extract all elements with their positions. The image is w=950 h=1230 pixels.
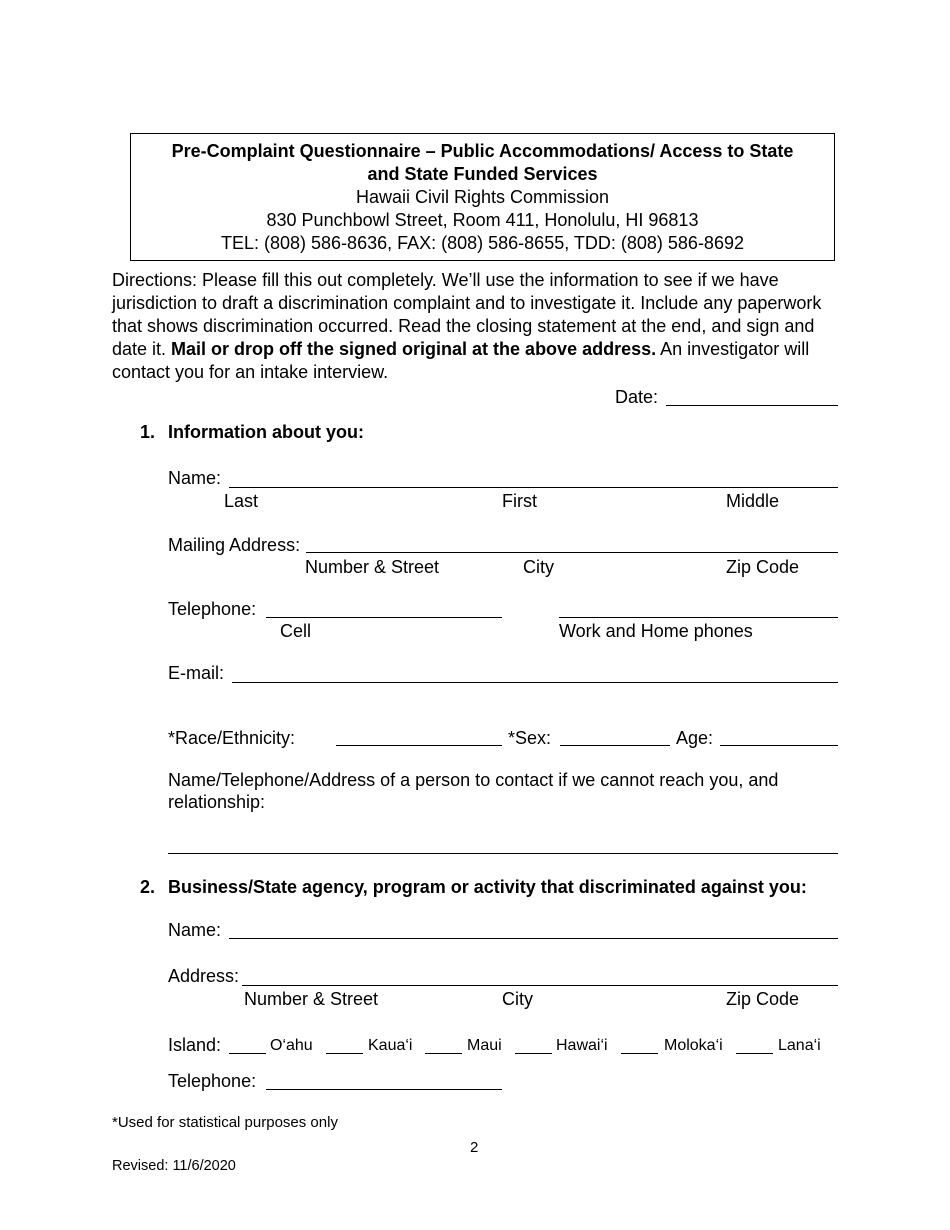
business-address-label: Address: [168, 966, 240, 986]
business-name-label: Name: [168, 920, 222, 940]
race-field[interactable] [336, 745, 502, 746]
island-blank-molokai[interactable] [621, 1053, 658, 1054]
email-field[interactable] [232, 682, 838, 683]
business-telephone-label: Telephone: [168, 1071, 257, 1091]
business-sub-zip: Zip Code [726, 989, 800, 1009]
race-label: *Race/Ethnicity: [168, 728, 296, 748]
mailing-address-field[interactable] [306, 552, 838, 553]
org-phones: TEL: (808) 586-8636, FAX: (808) 586-8655, TDD: (808) 586-8692 [221, 233, 744, 253]
contact-person-field[interactable] [168, 853, 838, 854]
island-blank-hawaii[interactable] [515, 1053, 552, 1054]
contact-person-label-2: relationship: [168, 792, 266, 812]
business-sub-street: Number & Street [244, 989, 379, 1009]
form-title-line2: and State Funded Services [367, 164, 598, 184]
telephone-sub-work: Work and Home phones [559, 621, 753, 641]
section2-title: Business/State agency, program or activity that discriminated against you: [168, 877, 807, 897]
mailing-sub-zip: Zip Code [726, 557, 800, 577]
island-blank-lanai[interactable] [736, 1053, 773, 1054]
telephone-sub-cell: Cell [280, 621, 312, 641]
directions-bold: Mail or drop off the signed original at the above address. [171, 339, 657, 359]
form-title-line1: Pre-Complaint Questionnaire – Public Accommodations/ Access to State [171, 141, 794, 161]
section1-number: 1. [140, 422, 156, 442]
mailing-sub-street: Number & Street [305, 557, 440, 577]
page-number: 2 [470, 1139, 479, 1156]
island-kauai: Kaua‘i [368, 1037, 413, 1054]
business-telephone-field[interactable] [266, 1089, 502, 1090]
name-sub-first: First [502, 491, 537, 511]
island-hawaii: Hawai‘i [556, 1037, 608, 1054]
telephone-label: Telephone: [168, 599, 257, 619]
footnote: *Used for statistical purposes only [112, 1114, 338, 1131]
age-field[interactable] [720, 745, 838, 746]
business-name-field[interactable] [229, 938, 838, 939]
island-lanai: Lana‘i [778, 1037, 821, 1054]
section1-title: Information about you: [168, 422, 364, 442]
date-label: Date: [615, 387, 659, 407]
directions [112, 269, 842, 384]
name-sub-middle: Middle [726, 491, 780, 511]
revised-date: Revised: 11/6/2020 [112, 1158, 236, 1174]
header-box [130, 133, 835, 261]
mailing-sub-city: City [523, 557, 554, 577]
org-address: 830 Punchbowl Street, Room 411, Honolulu, HI 96813 [266, 210, 699, 230]
business-sub-city: City [502, 989, 533, 1009]
island-molokai: Moloka‘i [664, 1037, 723, 1054]
name-sub-last: Last [224, 491, 259, 511]
directions-text: Directions: Please fill this out completely. We’ll use the information to see if we have jurisdiction to draft a discrimination complaint and to investigate it. Include any paperwork that shows discrimination occurred. Read the closing statement at the end, and sign and date it. [112, 270, 822, 359]
cell-phone-field[interactable] [266, 617, 502, 618]
date-field[interactable] [666, 405, 838, 406]
island-blank-oahu[interactable] [229, 1053, 266, 1054]
island-maui: Maui [467, 1037, 502, 1054]
name-field[interactable] [229, 487, 838, 488]
island-label: Island: [168, 1035, 222, 1055]
age-label: Age: [676, 728, 714, 748]
island-oahu: O‘ahu [270, 1037, 313, 1054]
contact-person-label: Name/Telephone/Address of a person to contact if we cannot reach you, and [168, 770, 779, 790]
island-blank-kauai[interactable] [326, 1053, 363, 1054]
work-home-phone-field[interactable] [559, 617, 838, 618]
section2-number: 2. [140, 877, 156, 897]
business-address-field[interactable] [242, 985, 838, 986]
org-name: Hawaii Civil Rights Commission [355, 187, 610, 207]
mailing-address-label: Mailing Address: [168, 535, 301, 555]
sex-field[interactable] [560, 745, 670, 746]
island-blank-maui[interactable] [425, 1053, 462, 1054]
sex-label: *Sex: [508, 728, 552, 748]
directions-text-end: An investigator will contact you for an intake interview. [112, 339, 810, 382]
name-label: Name: [168, 468, 222, 488]
email-label: E-mail: [168, 663, 225, 683]
